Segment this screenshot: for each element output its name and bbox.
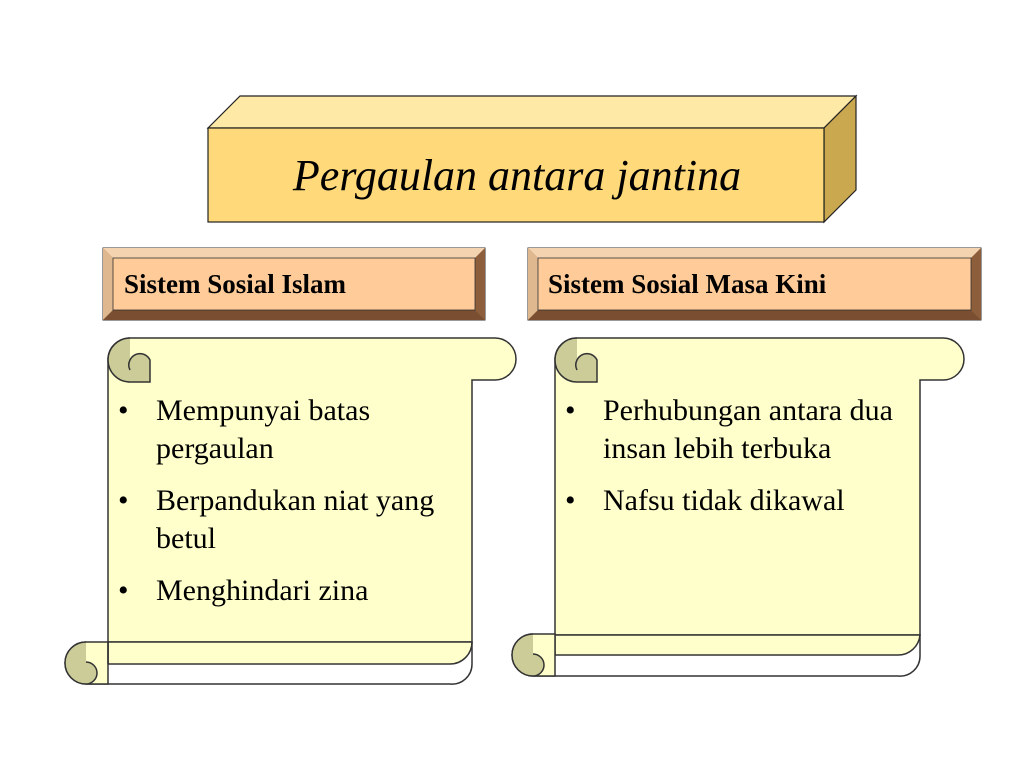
bullet-icon: •: [118, 394, 129, 427]
bullet-icon: •: [118, 484, 129, 517]
left-header-label: Sistem Sosial Islam: [124, 268, 347, 299]
list-item: • Menghindari zina: [110, 572, 460, 610]
list-item: • Berpandukan niat yang betul: [118, 484, 435, 555]
right-header-label: Sistem Sosial Masa Kini: [548, 268, 827, 299]
bullet-icon: •: [118, 574, 129, 607]
list-item: • Nafsu tidak dikawal: [557, 482, 907, 520]
list-item: • Mempunyai batas pergaulan: [118, 394, 371, 465]
left-list: [110, 392, 460, 624]
page-title: Pergaulan antara jantina: [292, 150, 742, 200]
bullet-icon: •: [565, 394, 576, 427]
list-item: • Perhubungan antara dua insan lebih terbuka: [565, 394, 893, 465]
bullet-icon: •: [565, 484, 576, 517]
right-list: [557, 392, 907, 534]
